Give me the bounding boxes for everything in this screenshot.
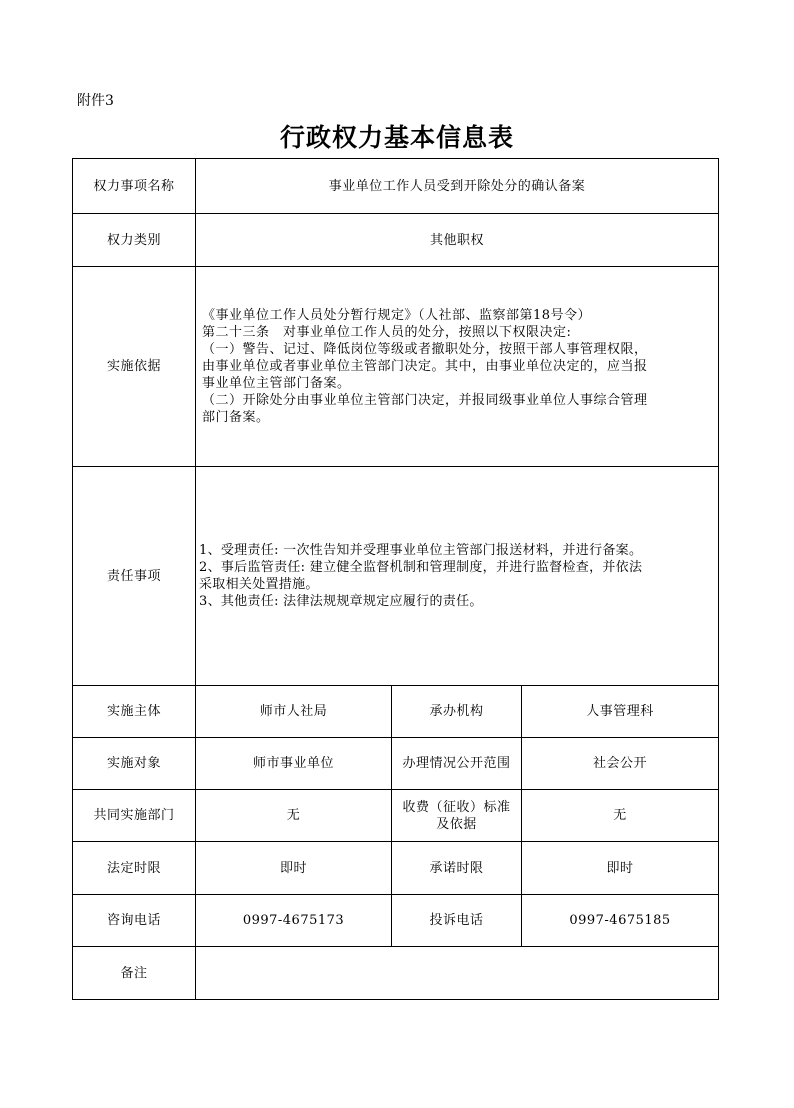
basis-label: 实施依据 [73,267,196,467]
row-power-name [73,159,719,214]
responsibility-label: 责任事项 [73,467,196,686]
basis-line: （一）警告、记过、降低岗位等级或者撤职处分，按照干部人事管理权限， [202,342,648,357]
complaint-phone-label: 投诉电话 [392,895,522,947]
row-phone [73,895,719,947]
fee-label-line: 及依据 [436,816,477,832]
joint-label: 共同实施部门 [73,790,196,842]
basis-line: （二）开除处分由事业单位主管部门决定，并报同级事业单位人事综合管理 [202,393,648,408]
agency-label: 承办机构 [392,686,522,738]
joint-value: 无 [196,790,392,842]
remark-value [196,947,719,1000]
complaint-phone-value: 0997-4675185 [522,895,719,947]
row-joint [73,790,719,842]
time-limit-value: 即时 [196,842,392,895]
promise-limit-value: 即时 [522,842,719,895]
responsibility-content [196,467,719,686]
target-label: 实施对象 [73,738,196,790]
basis-content [196,267,719,467]
info-table [72,158,719,1000]
promise-limit-label: 承诺时限 [392,842,522,895]
basis-line: 事业单位主管部门备案。 [202,376,351,391]
power-type-label: 权力类别 [73,214,196,267]
responsibility-line: 采取相关处置措施。 [199,577,319,592]
row-subject [73,686,719,738]
agency-value: 人事管理科 [522,686,719,738]
responsibility-line: 3、其他责任: 法律法规规章规定应履行的责任。 [199,594,483,609]
fee-value: 无 [522,790,719,842]
disclosure-label: 办理情况公开范围 [392,738,522,790]
subject-value: 师市人社局 [196,686,392,738]
responsibility-line: 2、事后监管责任: 建立健全监督机制和管理制度，并进行监督检查，并依法 [199,560,643,575]
power-name-value: 事业单位工作人员受到开除处分的确认备案 [196,159,719,214]
basis-line: 由事业单位或者事业单位主管部门决定。其中，由事业单位决定的，应当报 [202,359,648,374]
power-type-value: 其他职权 [196,214,719,267]
basis-line: 部门备案。 [202,410,270,425]
row-power-type [73,214,719,267]
basis-line: 第二十三条 对事业单位工作人员的处分，按照以下权限决定: [202,325,572,340]
power-name-label: 权力事项名称 [73,159,196,214]
target-value: 师市事业单位 [196,738,392,790]
row-basis [73,267,719,467]
time-limit-label: 法定时限 [73,842,196,895]
disclosure-value: 社会公开 [522,738,719,790]
row-target [73,738,719,790]
page-title: 行政权力基本信息表 [279,123,514,152]
responsibility-line: 1、受理责任: 一次性告知并受理事业单位主管部门报送材料，并进行备案。 [199,543,643,558]
attachment-label: 附件3 [77,93,114,109]
subject-label: 实施主体 [73,686,196,738]
remark-label: 备注 [73,947,196,1000]
consult-phone-label: 咨询电话 [73,895,196,947]
basis-line: 《事业单位工作人员处分暂行规定》（人社部、监察部第18号令） [202,308,592,323]
consult-phone-value: 0997-4675173 [196,895,392,947]
row-remark [73,947,719,1000]
row-responsibility [73,467,719,686]
fee-label-line: 收费（征收）标准 [402,799,511,815]
fee-label [392,790,522,842]
row-time-limit [73,842,719,895]
